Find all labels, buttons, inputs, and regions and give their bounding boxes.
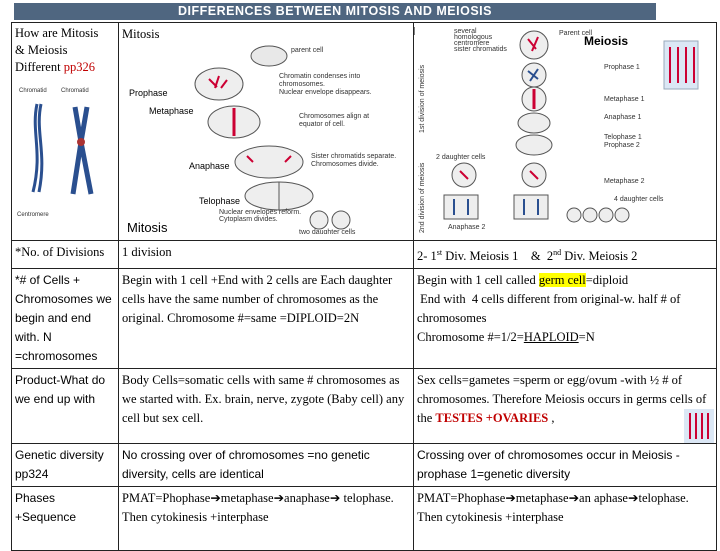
meiosis-stage-label: Metaphase 1: [604, 96, 645, 103]
text-segment: Chromosome #=1/2=: [417, 330, 524, 345]
row-label: *# of Cells + Chromosomes we begin and end with. N =chromosomes: [12, 269, 119, 369]
superscript: nd: [553, 248, 562, 257]
text-segment: telophase. Then cytokinesis +interphase: [417, 491, 689, 525]
header-line-3: Different: [15, 60, 64, 74]
metaphase-note: Chromosomes align at: [299, 113, 370, 120]
mitosis-parent-label: parent cell: [291, 47, 324, 54]
text-segment: telophase. Then cytokinesis +interphase: [122, 491, 394, 525]
meiosis-stage-label: Anaphase 1: [604, 114, 642, 121]
table-row: [12, 487, 717, 551]
anaphase-note: Sister chromatids separate.: [311, 153, 397, 160]
prophase-note: Nuclear envelope disappears.: [279, 89, 372, 96]
arrow-icon: ➔: [568, 491, 580, 506]
table-row: [12, 269, 717, 369]
svg-text:Chromatid: Chromatid: [19, 88, 47, 94]
meiosis-cell: Crossing over of chromosomes occur in Meiosis -prophase 1=genetic diversity: [414, 444, 717, 487]
arrow-icon: ➔: [627, 491, 639, 506]
text-segment: ,: [548, 411, 555, 426]
chromosome-illustration: [15, 82, 115, 222]
text-segment: =diploid: [585, 273, 629, 288]
meiosis-stage-label: Prophase 1: [604, 64, 640, 71]
arrow-icon: ➔: [210, 491, 221, 506]
meiosis-stage-label: Metaphase 2: [604, 178, 645, 185]
daughter-label: two daughter cells: [299, 229, 356, 234]
chromosome-thumbnail: [684, 409, 714, 443]
telophase-note: Nuclear envelopes reform.: [219, 209, 302, 216]
meiosis-title: Meiosis: [584, 34, 629, 48]
mitosis-cell: [119, 487, 414, 551]
table-row: [12, 369, 717, 444]
telophase-note: Cytoplasm divides.: [219, 216, 278, 223]
highlighted-term: germ cell: [538, 273, 586, 288]
prophase-note: Chromatin condenses into: [279, 73, 361, 80]
text-segment: PMAT=Phophase: [417, 491, 506, 506]
mitosis-cell: Begin with 1 cell +End with 2 cells are Each daughter cells have the same number of chromosomes as the original. Chromosome #=same =DIPLOID=2N: [119, 269, 414, 369]
table-row: [12, 444, 717, 487]
row-header-cell: [12, 23, 119, 241]
metaphase-note: equator of cell.: [299, 121, 345, 128]
text-segment: Div. Meiosis 2: [561, 249, 638, 264]
page-title: DIFFERENCES BETWEEN MITOSIS AND MEIOSIS: [14, 3, 656, 20]
meiosis-note: 4 daughter cells: [614, 196, 664, 203]
meiosis-figure-cell: [414, 23, 717, 241]
legend-item: several: [454, 28, 477, 35]
mitosis-cell: Body Cells=somatic cells with same # chromosomes as we started with. Ex. brain, nerve, zygote (Baby cell) any cell but sex cell.: [119, 369, 414, 444]
table-row: [12, 241, 717, 269]
meiosis-note: 2 daughter cells: [436, 154, 486, 161]
meiosis-stage-label: Telophase 1: [604, 134, 642, 141]
header-line-2: & Meiosis: [15, 43, 68, 57]
meiosis-cell: [414, 241, 717, 269]
legend-item: sister chromatids: [454, 46, 507, 53]
anaphase-note: Chromosomes divide.: [311, 161, 379, 168]
meiosis-cell: [414, 269, 717, 369]
prophase-note: chromosomes.: [279, 81, 325, 88]
mitosis-telophase-label: Telophase: [199, 196, 241, 206]
text-segment: End with 4 cells different from original-w. half # of chromosomes: [417, 292, 684, 326]
meiosis-cell: [414, 487, 717, 551]
row-label: *No. of Divisions: [12, 241, 119, 269]
arrow-icon: ➔: [505, 491, 516, 506]
meiosis-stage-label: Prophase 2: [604, 142, 640, 149]
text-segment: Begin with 1 cell called: [417, 273, 539, 288]
legend-item: homologous: [454, 34, 493, 41]
division-label: 1st division of meiosis: [419, 64, 426, 133]
row-label: Phases +Sequence: [12, 487, 119, 551]
mitosis-diagram: [119, 44, 412, 234]
svg-text:Centromere: Centromere: [17, 212, 49, 218]
header-line-1: How are Mitosis: [15, 26, 99, 40]
text-segment: metaphase: [515, 491, 569, 506]
row-label: Product-What do we end up with: [12, 369, 119, 444]
mitosis-cell: No crossing over of chromosomes =no genetic diversity, cells are identical: [119, 444, 414, 487]
superscript: st: [436, 248, 443, 257]
meiosis-stage-label: Anaphase 2: [448, 224, 486, 231]
mitosis-cell: 1 division: [119, 241, 414, 269]
arrow-icon: ➔: [273, 491, 285, 506]
mitosis-figure-cell: [119, 23, 414, 241]
page-ref: pp326: [63, 60, 95, 74]
text-segment: metaphase: [220, 491, 274, 506]
svg-text:Chromatid: Chromatid: [61, 88, 89, 94]
text-segment: Sex cells=gametes =sperm or egg/ovum -with ½ # of chromosomes. Therefore Meiosis occurs in germs cells of the: [417, 373, 707, 426]
mitosis-metaphase-label: Metaphase: [149, 106, 194, 116]
mitosis-anaphase-label: Anaphase: [189, 161, 230, 171]
division-label: 2nd division of meiosis: [419, 162, 426, 233]
mitosis-prophase-label: Prophase: [129, 88, 168, 98]
text-segment: an aphase: [579, 491, 628, 506]
mitosis-heading: Mitosis: [122, 27, 160, 41]
text-segment: anaphase: [284, 491, 330, 506]
highlighted-term: TESTES +OVARIES: [435, 411, 549, 426]
arrow-icon: ➔: [329, 491, 341, 506]
meiosis-diagram: [414, 23, 714, 233]
legend-item: centromere: [454, 40, 490, 47]
table-row: [12, 23, 717, 241]
mitosis-caption: Mitosis: [127, 220, 168, 234]
underlined-term: HAPLOID: [523, 330, 579, 345]
comparison-table: [11, 22, 717, 551]
text-segment: PMAT=Phophase: [122, 491, 211, 506]
text-segment: =N: [578, 330, 595, 345]
meiosis-parent-label: Parent cell: [559, 30, 593, 37]
meiosis-cell: [414, 369, 717, 444]
row-label: Genetic diversity pp324: [12, 444, 119, 487]
text-segment: 2- 1: [417, 249, 437, 264]
text-segment: Div. Meiosis 1 & 2: [442, 249, 554, 264]
